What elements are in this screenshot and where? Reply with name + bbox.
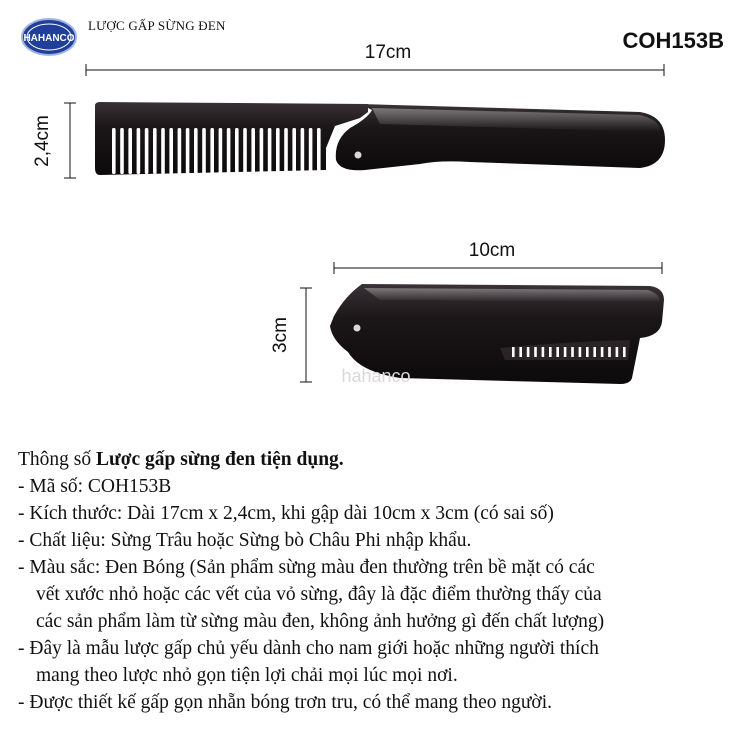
spec-design: - Được thiết kế gấp gọn nhẵn bóng trơn tru, có thể mang theo người. bbox=[18, 692, 553, 713]
comb-tooth-gap bbox=[235, 128, 239, 174]
comb-tooth-gap bbox=[112, 128, 116, 174]
folded-tooth-gap bbox=[556, 347, 559, 357]
comb-tooth-gap bbox=[120, 128, 124, 174]
open-width-label: 2,4cm bbox=[32, 115, 53, 167]
spec-code: - Mã số: COH153B bbox=[18, 476, 172, 497]
comb-tooth-gap bbox=[276, 128, 280, 174]
comb-tooth-gap bbox=[210, 128, 214, 174]
folded-width-dimension bbox=[270, 288, 312, 382]
folded-comb-image bbox=[330, 284, 664, 386]
spec-color-cont-1: vết xước nhỏ hoặc các vết của vỏ sừng, đây là đặc điểm thường thấy của bbox=[36, 584, 602, 605]
comb-tooth-gap bbox=[128, 128, 132, 174]
folded-tooth-gap bbox=[601, 347, 604, 357]
product-title: LƯỢC GẤP SỪNG ĐEN bbox=[88, 18, 226, 33]
logo-text: HAHANCO bbox=[23, 33, 75, 44]
comb-tooth-gap bbox=[169, 128, 173, 174]
comb-tooth-gap bbox=[251, 128, 255, 174]
folded-tooth-gap bbox=[608, 347, 611, 357]
folded-tooth-gap bbox=[593, 347, 596, 357]
comb-tooth-gap bbox=[309, 128, 313, 174]
specifications bbox=[18, 446, 738, 716]
folded-tooth-gap bbox=[571, 347, 574, 357]
comb-tooth-gap bbox=[260, 128, 264, 174]
folded-tooth-gap bbox=[623, 347, 626, 357]
comb-tooth-gap bbox=[186, 128, 190, 174]
spec-size: - Kích thước: Dài 17cm x 2,4cm, khi gập dài 10cm x 3cm (có sai số) bbox=[18, 503, 554, 524]
spec-heading-bold: Lược gấp sừng đen tiện dụng. bbox=[96, 449, 344, 470]
spec-color-cont-2: các sản phẩm làm từ sừng màu đen, không ảnh hưởng gì đến chất lượng) bbox=[36, 611, 605, 632]
comb-tooth-gap bbox=[292, 128, 296, 174]
comb-tooth-gap bbox=[268, 128, 272, 174]
folded-tooth-gap bbox=[586, 347, 589, 357]
comb-tooth-gap bbox=[317, 128, 321, 174]
comb-tooth-gap bbox=[284, 128, 288, 174]
product-code: COH153B bbox=[622, 28, 724, 53]
folded-tooth-gap bbox=[549, 347, 552, 357]
watermark-text: hahanco bbox=[341, 366, 411, 386]
comb-tooth-gap bbox=[194, 128, 198, 174]
folded-tooth-gap bbox=[616, 347, 619, 357]
open-comb-image bbox=[95, 102, 665, 175]
comb-tooth-gap bbox=[161, 128, 165, 174]
folded-length-dimension bbox=[334, 240, 662, 274]
folded-tooth-gap bbox=[519, 347, 522, 357]
comb-tooth-gap bbox=[145, 128, 149, 174]
spec-heading: Thông số Lược gấp sừng đen tiện dụng. bbox=[18, 449, 344, 470]
comb-tooth-gap bbox=[202, 128, 206, 174]
comb-tooth-gap bbox=[178, 128, 182, 174]
folded-tooth-gap bbox=[512, 347, 515, 357]
comb-tooth-gap bbox=[219, 128, 223, 174]
spec-color: - Màu sắc: Đen Bóng (Sản phẩm sừng màu đen thường trên bề mặt có các bbox=[18, 557, 595, 578]
folded-tooth-gap bbox=[542, 347, 545, 357]
open-length-dimension bbox=[86, 42, 664, 76]
comb-tooth-gap bbox=[243, 128, 247, 174]
open-length-label: 17cm bbox=[364, 42, 412, 63]
folded-tooth-gap bbox=[564, 347, 567, 357]
spec-usage-cont: mang theo lược nhỏ gọn tiện lợi chải mọi lúc mọi nơi. bbox=[36, 665, 458, 686]
folded-tooth-gap bbox=[527, 347, 530, 357]
folded-length-label: 10cm bbox=[468, 240, 516, 261]
comb-tooth-gap bbox=[153, 128, 157, 174]
folded-tooth-gap bbox=[579, 347, 582, 357]
folded-tooth-gap bbox=[534, 347, 537, 357]
comb-tooth-gap bbox=[227, 128, 231, 174]
comb-tooth-gap bbox=[137, 128, 141, 174]
spec-material: - Chất liệu: Sừng Trâu hoặc Sừng bò Châu Phi nhập khẩu. bbox=[18, 530, 472, 551]
open-width-dimension bbox=[32, 103, 76, 178]
comb-tooth-gap bbox=[301, 128, 305, 174]
spec-usage: - Đây là mẫu lược gấp chủ yếu dành cho nam giới hoặc những người thích bbox=[18, 638, 599, 659]
folded-width-label: 3cm bbox=[270, 317, 291, 353]
